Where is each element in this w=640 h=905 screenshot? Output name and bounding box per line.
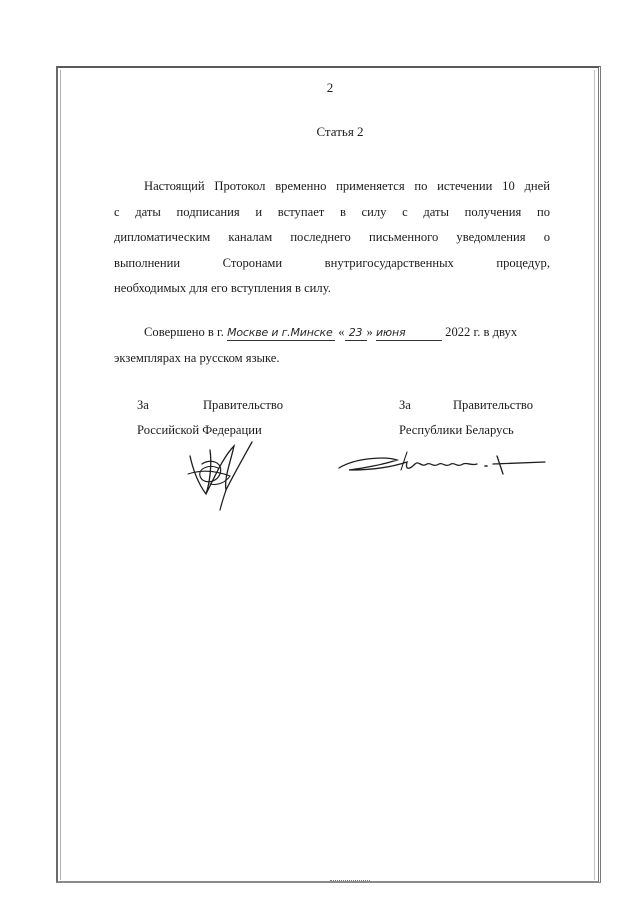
signature-belarus (335, 448, 555, 483)
handwritten-month: июня (376, 326, 442, 341)
paragraph-line: необходимых для его вступления в силу. (114, 281, 331, 295)
paragraph-line: выполнении Сторонами внутригосударственных процедур, (114, 255, 550, 270)
paragraph-done-at (114, 320, 550, 371)
signatory-for: За (399, 398, 411, 412)
signatory-country: Республики Беларусь (399, 423, 514, 437)
paragraph-line: Настоящий Протокол временно применяется по истечении 10 дней (144, 179, 550, 193)
signature-russia-scribble (180, 434, 260, 514)
done-at-line2: экземплярах на русском языке. (114, 350, 280, 365)
handwritten-place: Москве и г.Минске (227, 326, 335, 341)
quote-open: « (338, 325, 345, 339)
signatory-country: Российской Федерации (137, 423, 262, 437)
done-at-prefix: Совершено в г. (144, 325, 224, 339)
signatory-row (399, 393, 533, 418)
signature-russia (180, 434, 260, 519)
signatory-government: Правительство (202, 398, 283, 412)
done-at-line (114, 320, 550, 346)
signature-belarus-scribble (335, 448, 555, 478)
article-title: Статья 2 (316, 124, 364, 139)
bottom-edge-mark (330, 880, 370, 882)
frame-edge-left (60, 70, 61, 880)
signatory-row (137, 393, 283, 418)
signatory-for: За (137, 398, 149, 412)
paragraph-entry-into-force (114, 174, 550, 302)
done-at-suffix: 2022 г. в двух (445, 325, 518, 339)
quote-close: » (366, 325, 373, 339)
frame-edge-right (594, 70, 595, 880)
handwritten-day: 23 (345, 326, 367, 341)
paragraph-line: дипломатическим каналам последнего письменного уведомления о (114, 230, 550, 244)
signatory-belarus (399, 393, 533, 443)
page-number: 2 (326, 80, 334, 95)
signatory-government: Правительство (452, 398, 533, 412)
paragraph-line: с даты подписания и вступает в силу с даты получения по (114, 204, 550, 219)
